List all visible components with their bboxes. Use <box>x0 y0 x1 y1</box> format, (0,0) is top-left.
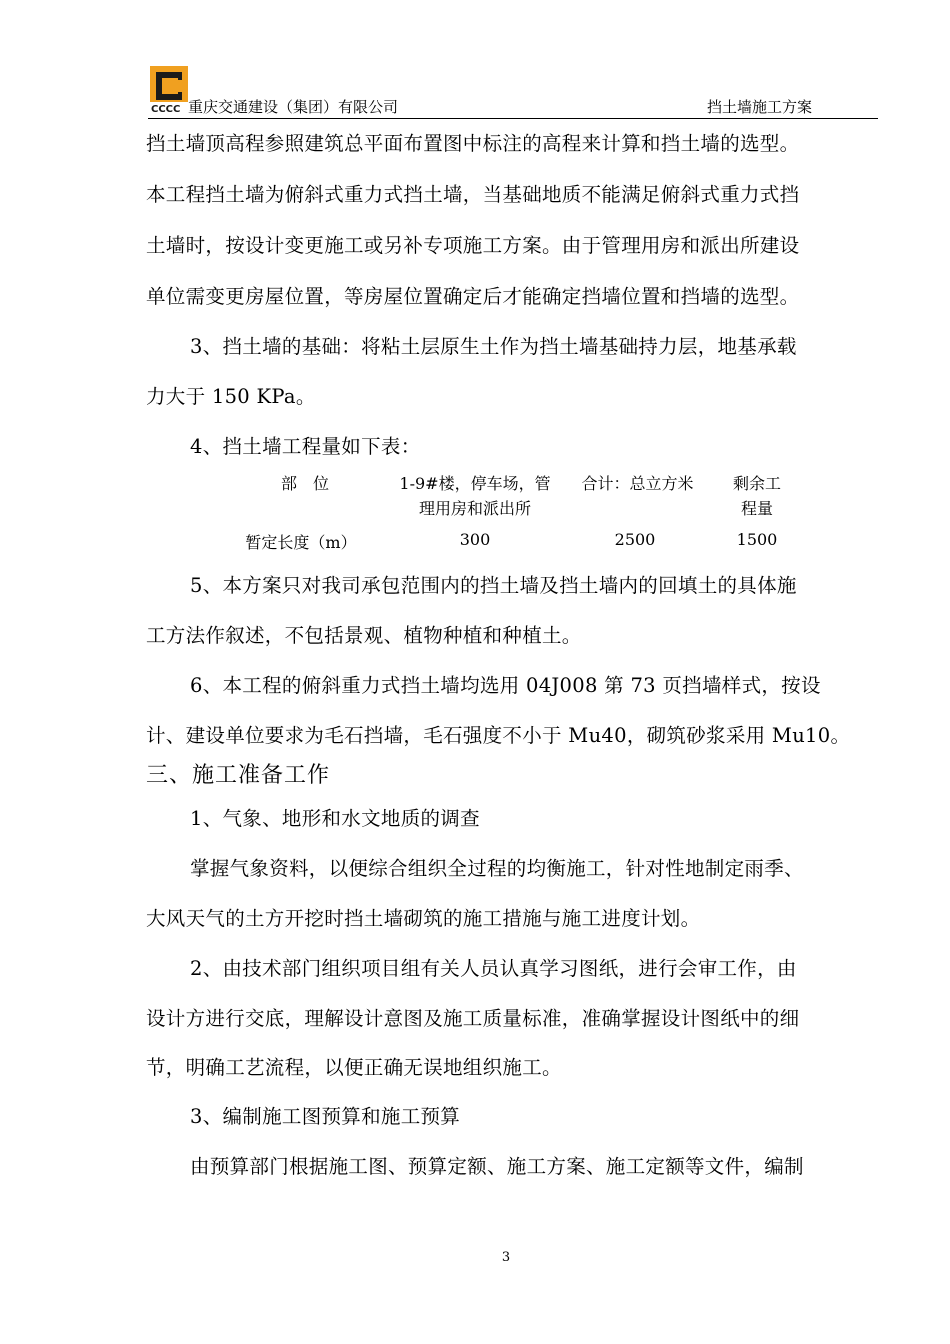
section-heading: 三、施工准备工作 <box>146 763 331 788</box>
table-cell: 1500 <box>736 530 778 549</box>
body-line: 力大于 150 KPa。 <box>146 385 316 408</box>
table-header-cell: 1-9#楼，停车场，管 <box>399 474 551 493</box>
body-line: 设计方进行交底，理解设计意图及施工质量标准，准确掌握设计图纸中的细 <box>146 1007 800 1030</box>
body-line: 计、建设单位要求为毛石挡墙，毛石强度不小于 Mu40，砌筑砂浆采用 Mu10。 <box>146 724 851 747</box>
table-header-cell: 合计：总立方米 <box>581 474 694 493</box>
subsection-title: 1、气象、地形和水文地质的调查 <box>190 807 480 830</box>
body-line: 大风天气的土方开挖时挡土墙砌筑的施工措施与施工进度计划。 <box>146 907 701 930</box>
company-logo-icon <box>150 66 188 114</box>
body-line: 2、由技术部门组织项目组有关人员认真学习图纸，进行会审工作，由 <box>190 957 797 980</box>
table-header-cell: 剩余工 <box>732 474 781 493</box>
body-line: 由预算部门根据施工图、预算定额、施工方案、施工定额等文件，编制 <box>190 1155 804 1178</box>
table-cell: 暂定长度（m） <box>245 533 357 552</box>
document-title: 挡土墙施工方案 <box>707 98 813 116</box>
body-line: 3、挡土墙的基础：将粘土层原生土作为挡土墙基础持力层，地基承载 <box>190 335 797 358</box>
table-cell: 300 <box>459 530 491 549</box>
svg-text:CCCC: CCCC <box>151 104 181 114</box>
header-rule <box>148 118 878 119</box>
body-line: 节，明确工艺流程，以便正确无误地组织施工。 <box>146 1056 562 1079</box>
body-line: 工方法作叙述，不包括景观、植物种植和种植土。 <box>146 624 582 647</box>
body-line: 5、本方案只对我司承包范围内的挡土墙及挡土墙内的回填土的具体施 <box>190 574 797 597</box>
page-number: 3 <box>501 1250 511 1265</box>
body-line: 掌握气象资料，以便综合组织全过程的均衡施工，针对性地制定雨季、 <box>190 857 804 880</box>
table-header-cell: 程量 <box>740 499 773 518</box>
body-line: 挡土墙顶高程参照建筑总平面布置图中标注的高程来计算和挡土墙的选型。 <box>146 132 800 155</box>
table-cell: 2500 <box>614 530 656 549</box>
body-line: 本工程挡土墙为俯斜式重力式挡土墙，当基础地质不能满足俯斜式重力式挡 <box>146 183 800 206</box>
company-name: 重庆交通建设（集团）有限公司 <box>188 98 399 116</box>
table-header-cell: 理用房和派出所 <box>418 499 531 518</box>
body-line: 6、本工程的俯斜重力式挡土墙均选用 04J008 第 73 页挡墙样式，按设 <box>190 674 821 697</box>
table-header-cell: 部 位 <box>280 474 329 493</box>
body-line: 单位需变更房屋位置，等房屋位置确定后才能确定挡墙位置和挡墙的选型。 <box>146 285 800 308</box>
body-line: 土墙时，按设计变更施工或另补专项施工方案。由于管理用房和派出所建设 <box>146 234 800 257</box>
subsection-title: 3、编制施工图预算和施工预算 <box>190 1105 461 1128</box>
body-line: 4、挡土墙工程量如下表： <box>190 435 421 458</box>
